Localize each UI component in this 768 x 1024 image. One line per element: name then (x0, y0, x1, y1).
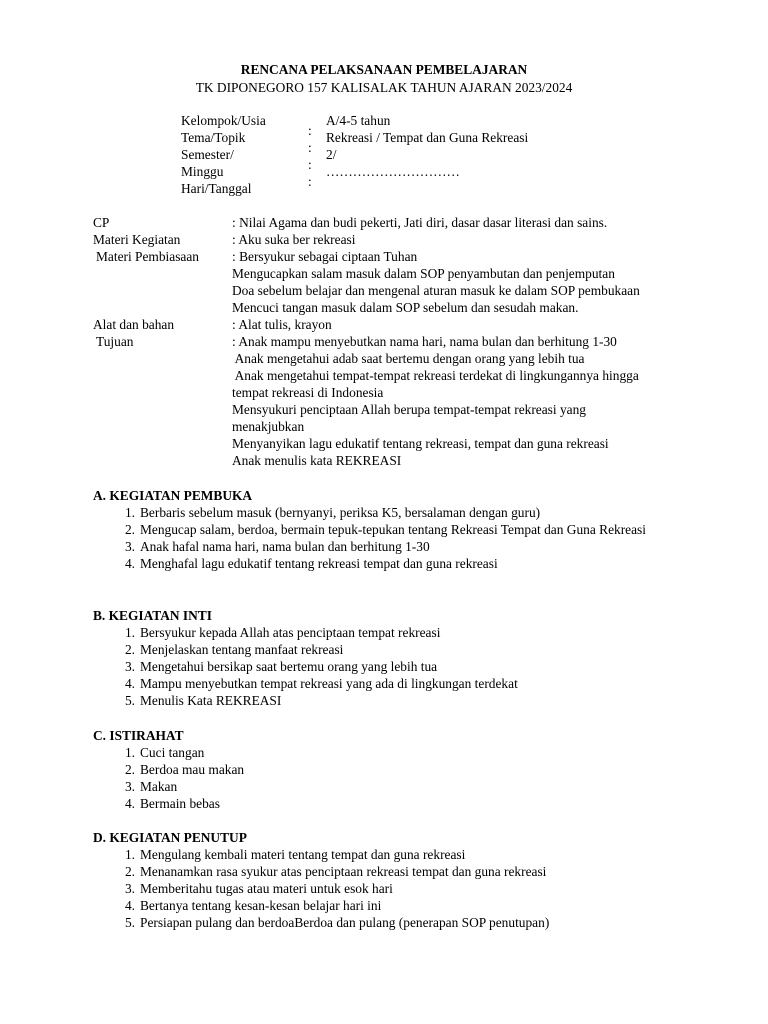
list-item: 1. Mengulang kembali materi tentang tempat dan guna rekreasi (124, 847, 466, 862)
tujuan-line: Menyanyikan lagu edukatif tentang rekreasi, tempat dan guna rekreasi (232, 436, 609, 451)
list-item: 3. Makan (124, 779, 178, 794)
list-item: 2. Mengucap salam, berdoa, bermain tepuk-tepukan tentang Rekreasi Tempat dan Guna Rekreasi (124, 522, 646, 537)
list-item: 4. Bermain bebas (124, 796, 220, 811)
section-title: D. KEGIATAN PENUTUP (93, 830, 247, 845)
materi-pembiasaan-line: Mengucapkan salam masuk dalam SOP penyambutan dan penjemputan (232, 266, 615, 281)
label-hari-tanggal: Hari/Tanggal (181, 181, 252, 196)
identity-block (181, 112, 601, 198)
list-item: 2. Menjelaskan tentang manfaat rekreasi (124, 642, 344, 657)
alat-bahan-label: Alat dan bahan (93, 317, 175, 332)
materi-pembiasaan-line: Doa sebelum belajar dan mengenal aturan masuk ke dalam SOP pembukaan (232, 283, 640, 298)
list-item: 3. Anak hafal nama hari, nama bulan dan berhitung 1-30 (124, 539, 430, 554)
materi-pembiasaan-line: Mencuci tangan masuk dalam SOP sebelum dan sesudah makan. (232, 300, 579, 315)
tujuan-line: : Anak mampu menyebutkan nama hari, nama bulan dan berhitung 1-30 (232, 334, 617, 349)
tujuan-label: Tujuan (96, 334, 134, 349)
section-kegiatan-inti (93, 607, 733, 709)
value-tema-topik: Rekreasi / Tempat dan Guna Rekreasi (326, 130, 529, 145)
value-kelompok-usia: A/4-5 tahun (326, 113, 391, 128)
list-item: 4. Menghafal lagu edukatif tentang rekreasi tempat dan guna rekreasi (124, 556, 498, 571)
value-semester: 2/ (326, 147, 337, 162)
list-item: 5. Persiapan pulang dan berdoaBerdoa dan pulang (penerapan SOP penutupan) (124, 915, 550, 930)
section-title: A. KEGIATAN PEMBUKA (93, 488, 253, 503)
list-item: 2. Berdoa mau makan (124, 762, 245, 777)
label-semester: Semester/ (181, 147, 234, 162)
list-item: 4. Bertanya tentang kesan-kesan belajar hari ini (124, 898, 382, 913)
document-title: RENCANA PELAKSANAAN PEMBELAJARAN (240, 62, 528, 77)
colon: : (308, 157, 312, 172)
tujuan-line: menakjubkan (232, 419, 305, 434)
colon: : (308, 174, 312, 189)
materi-kegiatan-value: : Aku suka ber rekreasi (232, 232, 356, 247)
colon: : (308, 123, 312, 138)
section-title: C. ISTIRAHAT (93, 728, 184, 743)
tujuan-line: Anak mengetahui tempat-tempat rekreasi terdekat di lingkungannya hingga (232, 368, 639, 383)
document-subtitle: TK DIPONEGORO 157 KALISALAK TAHUN AJARAN 2023/2024 (195, 80, 573, 95)
label-tema-topik: Tema/Topik (181, 130, 246, 145)
materi-kegiatan-label: Materi Kegiatan (93, 232, 181, 247)
info-block (0, 214, 768, 469)
list-item: 4. Mampu menyebutkan tempat rekreasi yang ada di lingkungan terdekat (124, 676, 518, 691)
colon: : (308, 140, 312, 155)
cp-label: CP (93, 215, 110, 230)
tujuan-line: tempat rekreasi di Indonesia (232, 385, 384, 400)
materi-pembiasaan-line: : Bersyukur sebagai ciptaan Tuhan (232, 249, 418, 264)
cp-value: : Nilai Agama dan budi pekerti, Jati diri, dasar dasar literasi dan sains. (232, 215, 608, 230)
list-item: 2. Menanamkan rasa syukur atas penciptaan rekreasi tempat dan guna rekreasi (124, 864, 547, 879)
label-minggu: Minggu (181, 164, 224, 179)
section-kegiatan-pembuka (93, 487, 733, 572)
alat-bahan-value: : Alat tulis, krayon (232, 317, 332, 332)
tujuan-line: Anak mengetahui adab saat bertemu dengan orang yang lebih tua (232, 351, 585, 366)
section-title: B. KEGIATAN INTI (93, 608, 212, 623)
label-kelompok-usia: Kelompok/Usia (181, 113, 266, 128)
section-istirahat (93, 727, 733, 812)
list-item: 1. Cuci tangan (124, 745, 205, 760)
tujuan-line: Mensyukuri penciptaan Allah berupa tempat-tempat rekreasi yang (232, 402, 586, 417)
tujuan-line: Anak menulis kata REKREASI (232, 453, 402, 468)
value-minggu-dots: ………………………… (326, 164, 460, 179)
list-item: 1. Bersyukur kepada Allah atas penciptaan tempat rekreasi (124, 625, 441, 640)
list-item: 1. Berbaris sebelum masuk (bernyanyi, periksa K5, bersalaman dengan guru) (124, 505, 541, 520)
list-item: 3. Mengetahui bersikap saat bertemu orang yang lebih tua (124, 659, 438, 674)
section-kegiatan-penutup (93, 829, 733, 931)
materi-pembiasaan-label: Materi Pembiasaan (96, 249, 199, 264)
list-item: 5. Menulis Kata REKREASI (124, 693, 282, 708)
list-item: 3. Memberitahu tugas atau materi untuk esok hari (124, 881, 393, 896)
